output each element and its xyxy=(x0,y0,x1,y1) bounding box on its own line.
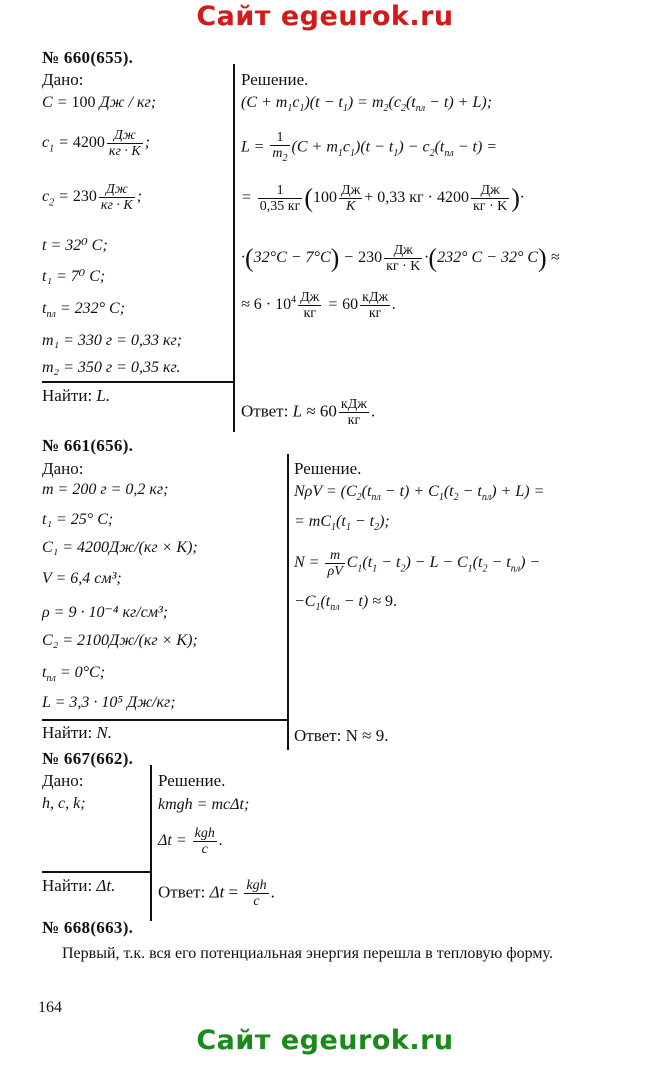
given-660-c2: $c_2 = 230$ $\frac{Дж}{кг \cdot K}$ ; xyxy=(42,182,143,213)
site-watermark-bottom: Сайт egeurok.ru xyxy=(196,1025,454,1056)
sol-660-eq1: $(C + m_1c_1)(t - t_1) = m_2(c_2(t_{пл} - t) + L)$; xyxy=(241,94,493,115)
given-661-rho: ρ = 9 · 10⁻⁴ кг/см³; xyxy=(42,604,169,621)
given-660-c1: $c_1 = 4200$ $\frac{Дж}{кг \cdot K}$ ; xyxy=(42,128,151,159)
sol-661-eq1: $N\rho V = (C_2(t_{пл} - t) + C_1(t_2 - t_{пл}) + L)$ = xyxy=(294,483,545,504)
given-660-t1: t₁ = 7⁰ C; xyxy=(42,268,106,285)
given-661-c1: C₁ = 4200Дж/(кг × K); xyxy=(42,539,198,556)
find-label-660: Найти: L. xyxy=(42,386,111,405)
find-rule-660 xyxy=(42,381,235,383)
problem-667-title: № 667(662). xyxy=(42,749,134,768)
given-661-tpl: $t_{пл} = 0^\circ C$; xyxy=(42,664,106,685)
divider-661 xyxy=(287,454,289,750)
find-rule-667 xyxy=(42,871,152,873)
given-661-m: m = 200 г = 0,2 кг; xyxy=(42,481,169,498)
sol-661-eq3: N = $\frac{m}{\rho V}$ $C_1(t_1 - t_2) - L - C_1(t_2 - t_{пл})$ − xyxy=(294,548,541,579)
sol-660-eq4: ·(32°C − 7°C) − 230 $\frac{Дж}{кг \cdot K}$ ·(232° C − 32° C) ≈ xyxy=(241,243,560,274)
site-watermark-top: Сайт egeurok.ru xyxy=(196,1,454,32)
answer-667: Ответ: Δt = $\frac{\text{kgh}}{c}$ . xyxy=(158,878,275,909)
sol-660-eq3: = $\frac{1}{0,35 кг}$ (100 $\frac{Дж}{K}$ + 0,33 кг · 4200 $\frac{Дж}{кг \cdot K}$ )· xyxy=(241,183,524,214)
page-number: 164 xyxy=(38,999,62,1016)
divider-660 xyxy=(233,64,235,432)
given-661-L: L = 3,3 · 10⁵ Дж/кг; xyxy=(42,694,176,711)
find-label-661: Найти: N. xyxy=(42,723,113,742)
answer-660: Ответ: L ≈ 60 $\frac{\text{кДж}}{кг}$ . xyxy=(241,397,376,428)
sol-667-eq2: Δt = $\frac{\text{kgh}}{c}$ . xyxy=(158,826,223,857)
given-label-667: Дано: xyxy=(42,771,84,790)
given-660-m1: m₁ = 330 г = 0,33 кг; xyxy=(42,332,183,349)
problem-668-title: № 668(663). xyxy=(42,918,134,937)
given-660-tpl: $t_{пл} = 232^\circ$ C; xyxy=(42,300,126,321)
solution-label-667: Решение. xyxy=(158,771,226,790)
given-661-t1: t₁ = 25° C; xyxy=(42,511,114,528)
find-label-667: Найти: Δt. xyxy=(42,876,116,895)
solution-label-661: Решение. xyxy=(294,459,362,478)
given-661-c2: C₂ = 2100Дж/(кг × K); xyxy=(42,632,198,649)
sol-660-eq2: L = $\frac{1}{m_2}$ $(C + m_1c_1)(t - t_1) - c_2(t_{пл} - t)$ = xyxy=(241,130,498,164)
problem-661-title: № 661(656). xyxy=(42,436,134,455)
given-label-661: Дано: xyxy=(42,459,84,478)
answer-661: Ответ: N ≈ 9. xyxy=(294,726,389,745)
given-660-c: C = 100 Дж / кг; xyxy=(42,94,157,111)
sol-661-eq4: $-C_1(t_{пл} - t) \approx 9$. xyxy=(294,593,397,614)
sol-661-eq2: = $mC_1(t_1 - t_2)$; xyxy=(294,513,390,534)
problem-660-title: № 660(655). xyxy=(42,48,134,67)
sol-667-eq1: kmgh = mcΔt; xyxy=(158,796,250,813)
problem-668-text: Первый, т.к. вся его потенциальная энергия перешла в тепловую форму. xyxy=(62,945,553,962)
given-660-t: t = 32⁰ C; xyxy=(42,237,108,254)
divider-667 xyxy=(150,765,152,921)
find-rule-661 xyxy=(42,719,289,721)
sol-660-eq5: ≈ $6 \cdot 10^4$ $\frac{Дж}{кг}$ = 60 $\frac{\text{кДж}}{кг}$ . xyxy=(241,290,397,321)
solution-label-660: Решение. xyxy=(241,70,309,89)
given-660-m2: m₂ = 350 г = 0,35 кг. xyxy=(42,359,181,376)
given-667: h, c, k; xyxy=(42,795,86,812)
given-label-660: Дано: xyxy=(42,70,84,89)
given-661-V: V = 6,4 см³; xyxy=(42,570,122,587)
